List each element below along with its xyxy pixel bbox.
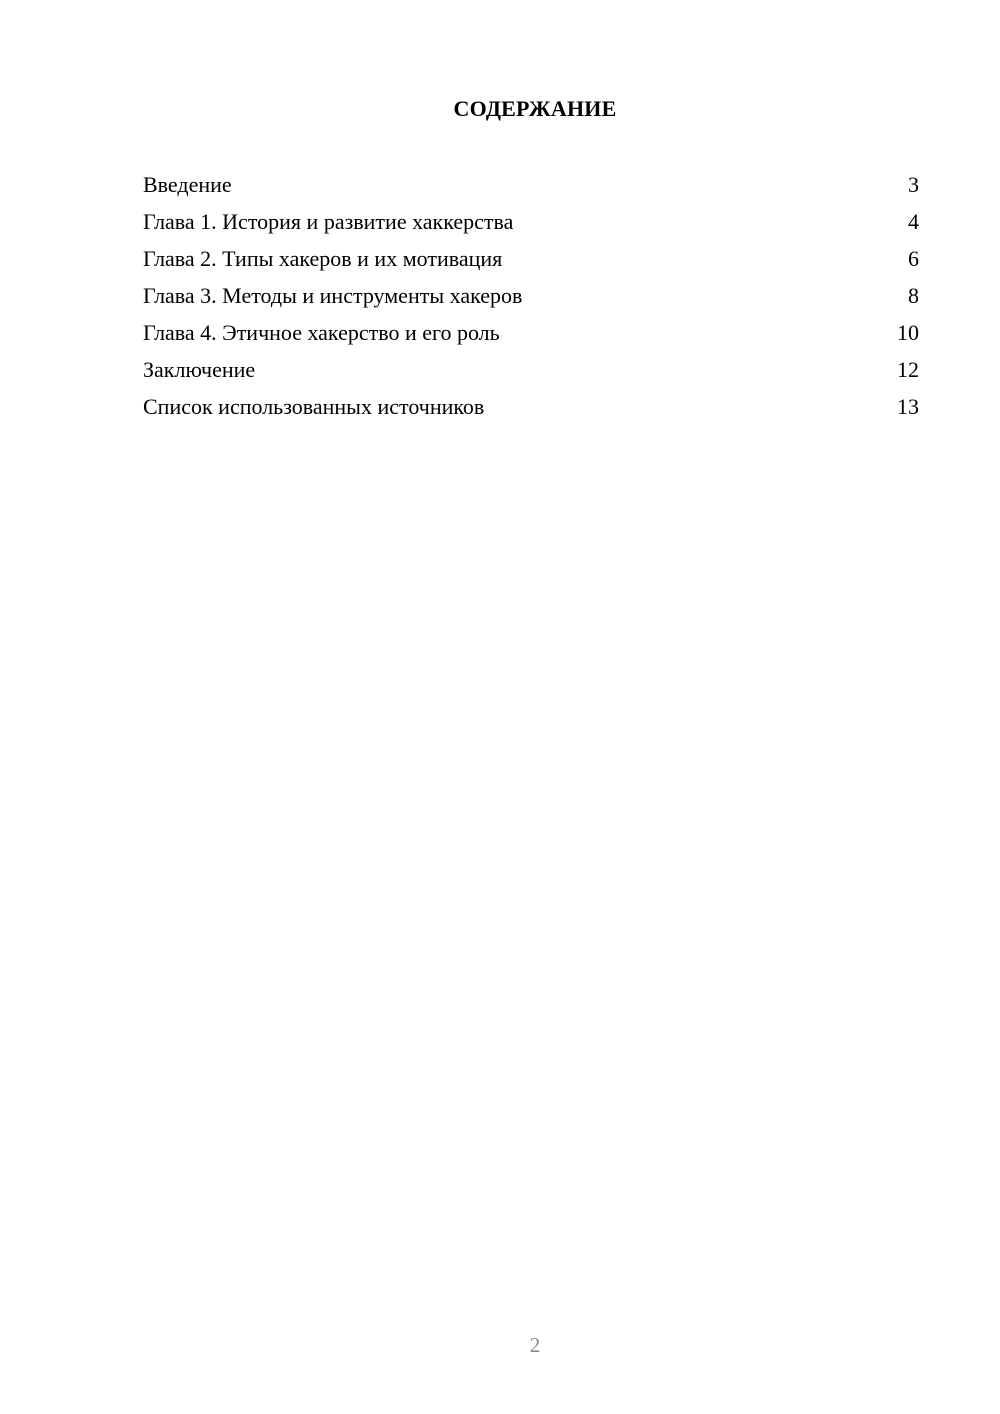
toc-entry-page: 4 <box>908 209 919 234</box>
toc-entry-conclusion[interactable] <box>143 355 919 392</box>
toc-entry-chapter-4[interactable] <box>143 318 919 355</box>
toc-entry-chapter-1[interactable] <box>143 207 919 244</box>
toc-entry-page: 8 <box>908 283 919 308</box>
toc-entry-introduction[interactable] <box>143 170 919 207</box>
page-title: СОДЕРЖАНИЕ <box>453 96 617 121</box>
toc-entry-label: Глава 4. Этичное хакерство и его роль <box>143 320 500 345</box>
toc-entry-page: 13 <box>897 394 919 419</box>
toc-entry-page: 6 <box>908 246 919 271</box>
page-number: 2 <box>529 1333 541 1357</box>
table-of-contents <box>143 170 919 429</box>
toc-entry-page: 10 <box>897 320 919 345</box>
toc-entry-label: Введение <box>143 172 232 197</box>
toc-entry-label: Глава 2. Типы хакеров и их мотивация <box>143 246 503 271</box>
toc-entry-references[interactable] <box>143 392 919 429</box>
toc-entry-label: Глава 3. Методы и инструменты хакеров <box>143 283 523 308</box>
toc-entry-chapter-2[interactable] <box>143 244 919 281</box>
toc-entry-label: Список использованных источников <box>143 394 485 419</box>
toc-entry-label: Глава 1. История и развитие хаккерства <box>143 209 514 234</box>
toc-entry-page: 12 <box>897 357 919 382</box>
toc-entry-label: Заключение <box>143 357 256 382</box>
toc-entry-chapter-3[interactable] <box>143 281 919 318</box>
toc-entry-page: 3 <box>908 172 919 197</box>
